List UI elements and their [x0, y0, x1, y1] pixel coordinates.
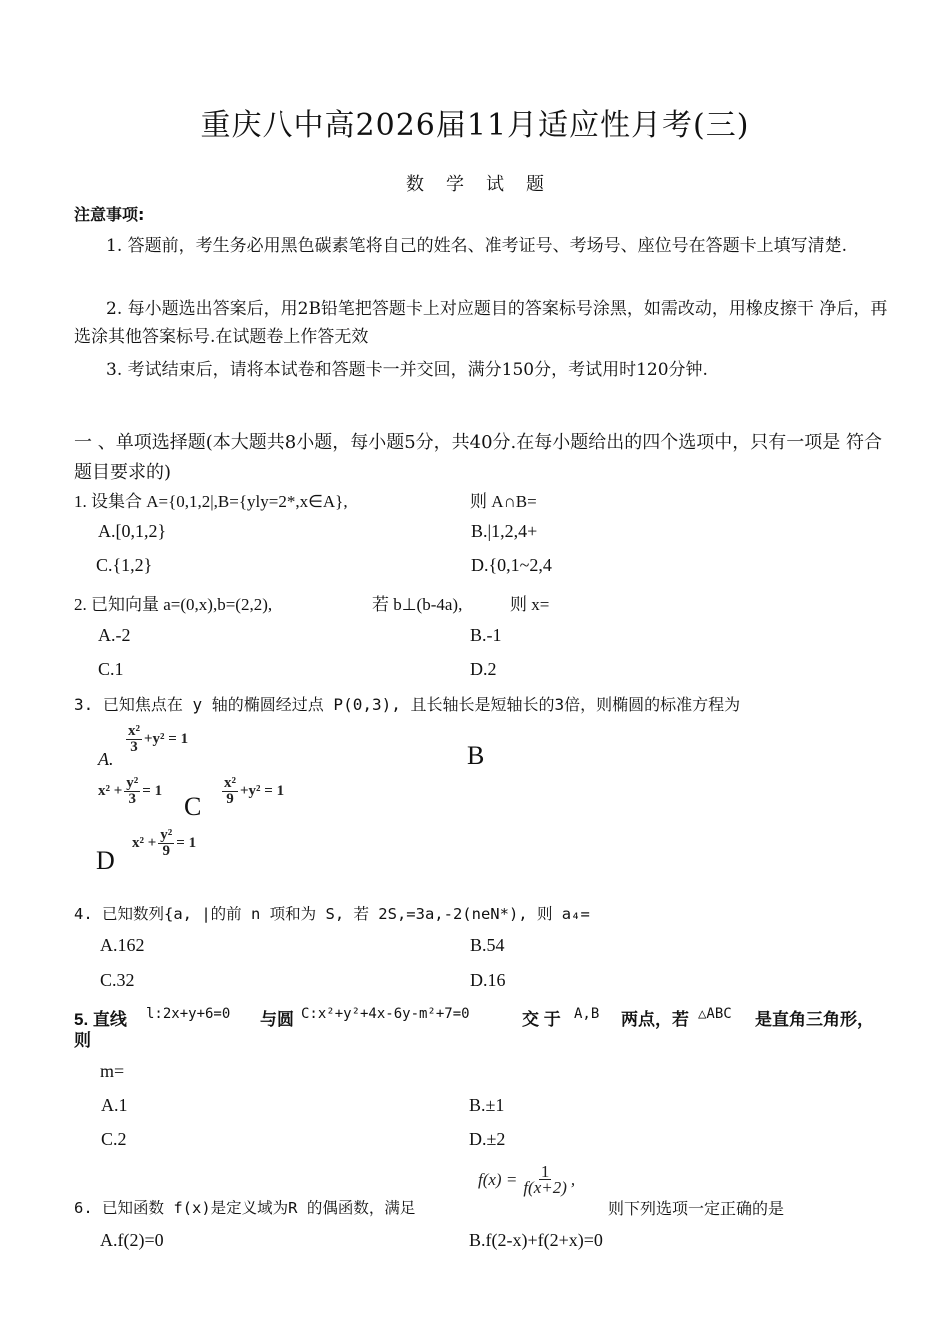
- q6-formula: [478, 1164, 575, 1195]
- fb-num: y²: [126, 775, 139, 791]
- fb-lead: x² +: [98, 783, 123, 799]
- section-heading: 一 、单项选择题(本大题共8小题，每小题5分，共40分.在每小题给出的四个选项中，只有一项是 符合题目要求的): [74, 432, 882, 483]
- q4-option-d: D.16: [470, 970, 506, 990]
- q5-circle-eq: C:x²+y²+4x-6y-m²+7=0: [301, 1006, 470, 1022]
- fd-rest: = 1: [176, 835, 197, 851]
- fd-lead: x² +: [132, 835, 157, 851]
- page-title: 重庆八中高2026届11月适应性月考(三): [200, 108, 750, 143]
- q2-option-b: B.-1: [470, 625, 502, 645]
- notice-item-3: 3. 考试结束后，请将本试卷和答题卡一并交回，满分150分，考试用时120分钟.: [106, 360, 708, 380]
- q5-triangle: △ABC: [698, 1006, 732, 1022]
- q4-option-c: C.32: [100, 970, 135, 990]
- q3-option-b-formula: [98, 776, 162, 807]
- q6-option-a: A.f(2)=0: [100, 1230, 164, 1250]
- q3-stem: 3. 已知焦点在 y 轴的椭圆经过点 P(0,3), 且长轴长是短轴长的3倍，则椭圆的标准方程为: [74, 695, 741, 714]
- q5-option-a: A.1: [101, 1095, 128, 1115]
- q1-option-a: A.[0,1,2}: [98, 521, 167, 541]
- q2-stem-tail: 则 x=: [510, 595, 550, 614]
- q5-stem-p3: 与圆: [260, 1010, 294, 1029]
- q2-option-c: C.1: [98, 659, 124, 679]
- q2-option-d: D.2: [470, 659, 497, 679]
- q3-option-a-label: A.: [98, 749, 114, 769]
- q5-option-c: C.2: [101, 1129, 127, 1149]
- q5-stem-p5: 交 于: [522, 1010, 561, 1029]
- q3-option-c-label: C: [184, 792, 202, 821]
- q1-option-b: B.|1,2,4+: [471, 521, 538, 541]
- q2-stem-mid: 若 b⊥(b-4a),: [372, 595, 463, 614]
- q1-stem-tail: 则 A∩B=: [470, 492, 537, 511]
- f-comma: ,: [570, 1169, 576, 1189]
- q5-stem-p10: 则: [74, 1031, 91, 1050]
- fd-num: y²: [160, 827, 173, 843]
- f-lead: f(x) =: [478, 1169, 518, 1189]
- q2-stem: 2. 已知向量 a=(0,x),b=(2,2),: [74, 595, 273, 614]
- q4-option-a: A.162: [100, 935, 145, 955]
- f-num: 1: [540, 1162, 550, 1181]
- q5-points: A,B: [574, 1006, 600, 1022]
- q1-option-c: C.{1,2}: [96, 555, 153, 575]
- q3-option-d-formula: [132, 828, 196, 859]
- fb-rest: = 1: [142, 783, 163, 799]
- q1-stem: 1. 设集合 A={0,1,2|,B={yly=2*,x∈A},: [74, 492, 348, 511]
- q5-stem-p1: 5. 直线: [74, 1010, 127, 1029]
- notice-item-2: 2. 每小题选出答案后，用2B铅笔把答题卡上对应题目的答案标号涂黑，如需改动，用橡皮擦干 净后，再选涂其他答案标号.在试题卷上作答无效: [74, 299, 888, 347]
- q5-m: m=: [100, 1061, 125, 1081]
- q5-stem-p9: 是直角三角形，: [755, 1010, 874, 1029]
- q5-stem-p7: 两点，若: [621, 1010, 689, 1029]
- q4-option-b: B.54: [470, 935, 505, 955]
- f-den: f(x+2): [523, 1178, 567, 1197]
- q6-stem: 6. 已知函数 f(x)是定义域为R 的偶函数，满足: [74, 1199, 416, 1217]
- q6-stem-tail: 则下列选项一定正确的是: [608, 1199, 785, 1218]
- fa-den: 3: [130, 739, 138, 755]
- notice-heading: 注意事项:: [74, 205, 145, 224]
- q4-stem: 4. 已知数列{a, |的前 n 项和为 S, 若 2S,=3a,-2(neN*), 则 a₄=: [74, 905, 590, 923]
- fc-rest: +y² = 1: [240, 783, 285, 799]
- q5-option-d: D.±2: [469, 1129, 506, 1149]
- fa-rest: +y² = 1: [144, 731, 189, 747]
- notice-item-1: 1. 答题前，考生务必用黑色碳素笔将自己的姓名、准考证号、考场号、座位号在答题卡上填写清楚.: [106, 236, 848, 256]
- q3-option-c-formula: [220, 776, 284, 807]
- fc-num: x²: [224, 775, 236, 791]
- q3-option-a-formula: [124, 724, 188, 755]
- q2-option-a: A.-2: [98, 625, 131, 645]
- fa-num: x²: [128, 723, 140, 739]
- fd-den: 9: [162, 843, 171, 859]
- fc-den: 9: [226, 791, 234, 807]
- q5-option-b: B.±1: [469, 1095, 505, 1115]
- q1-option-d: D.{0,1~2,4: [471, 555, 552, 575]
- page-subtitle: 数学试题: [406, 174, 566, 195]
- q3-option-b-label: B: [467, 741, 485, 770]
- fb-den: 3: [128, 791, 137, 807]
- q6-option-b: B.f(2-x)+f(2+x)=0: [469, 1230, 603, 1250]
- q3-option-d-label: D: [96, 846, 115, 875]
- q5-line-eq: l:2x+y+6=0: [146, 1006, 231, 1022]
